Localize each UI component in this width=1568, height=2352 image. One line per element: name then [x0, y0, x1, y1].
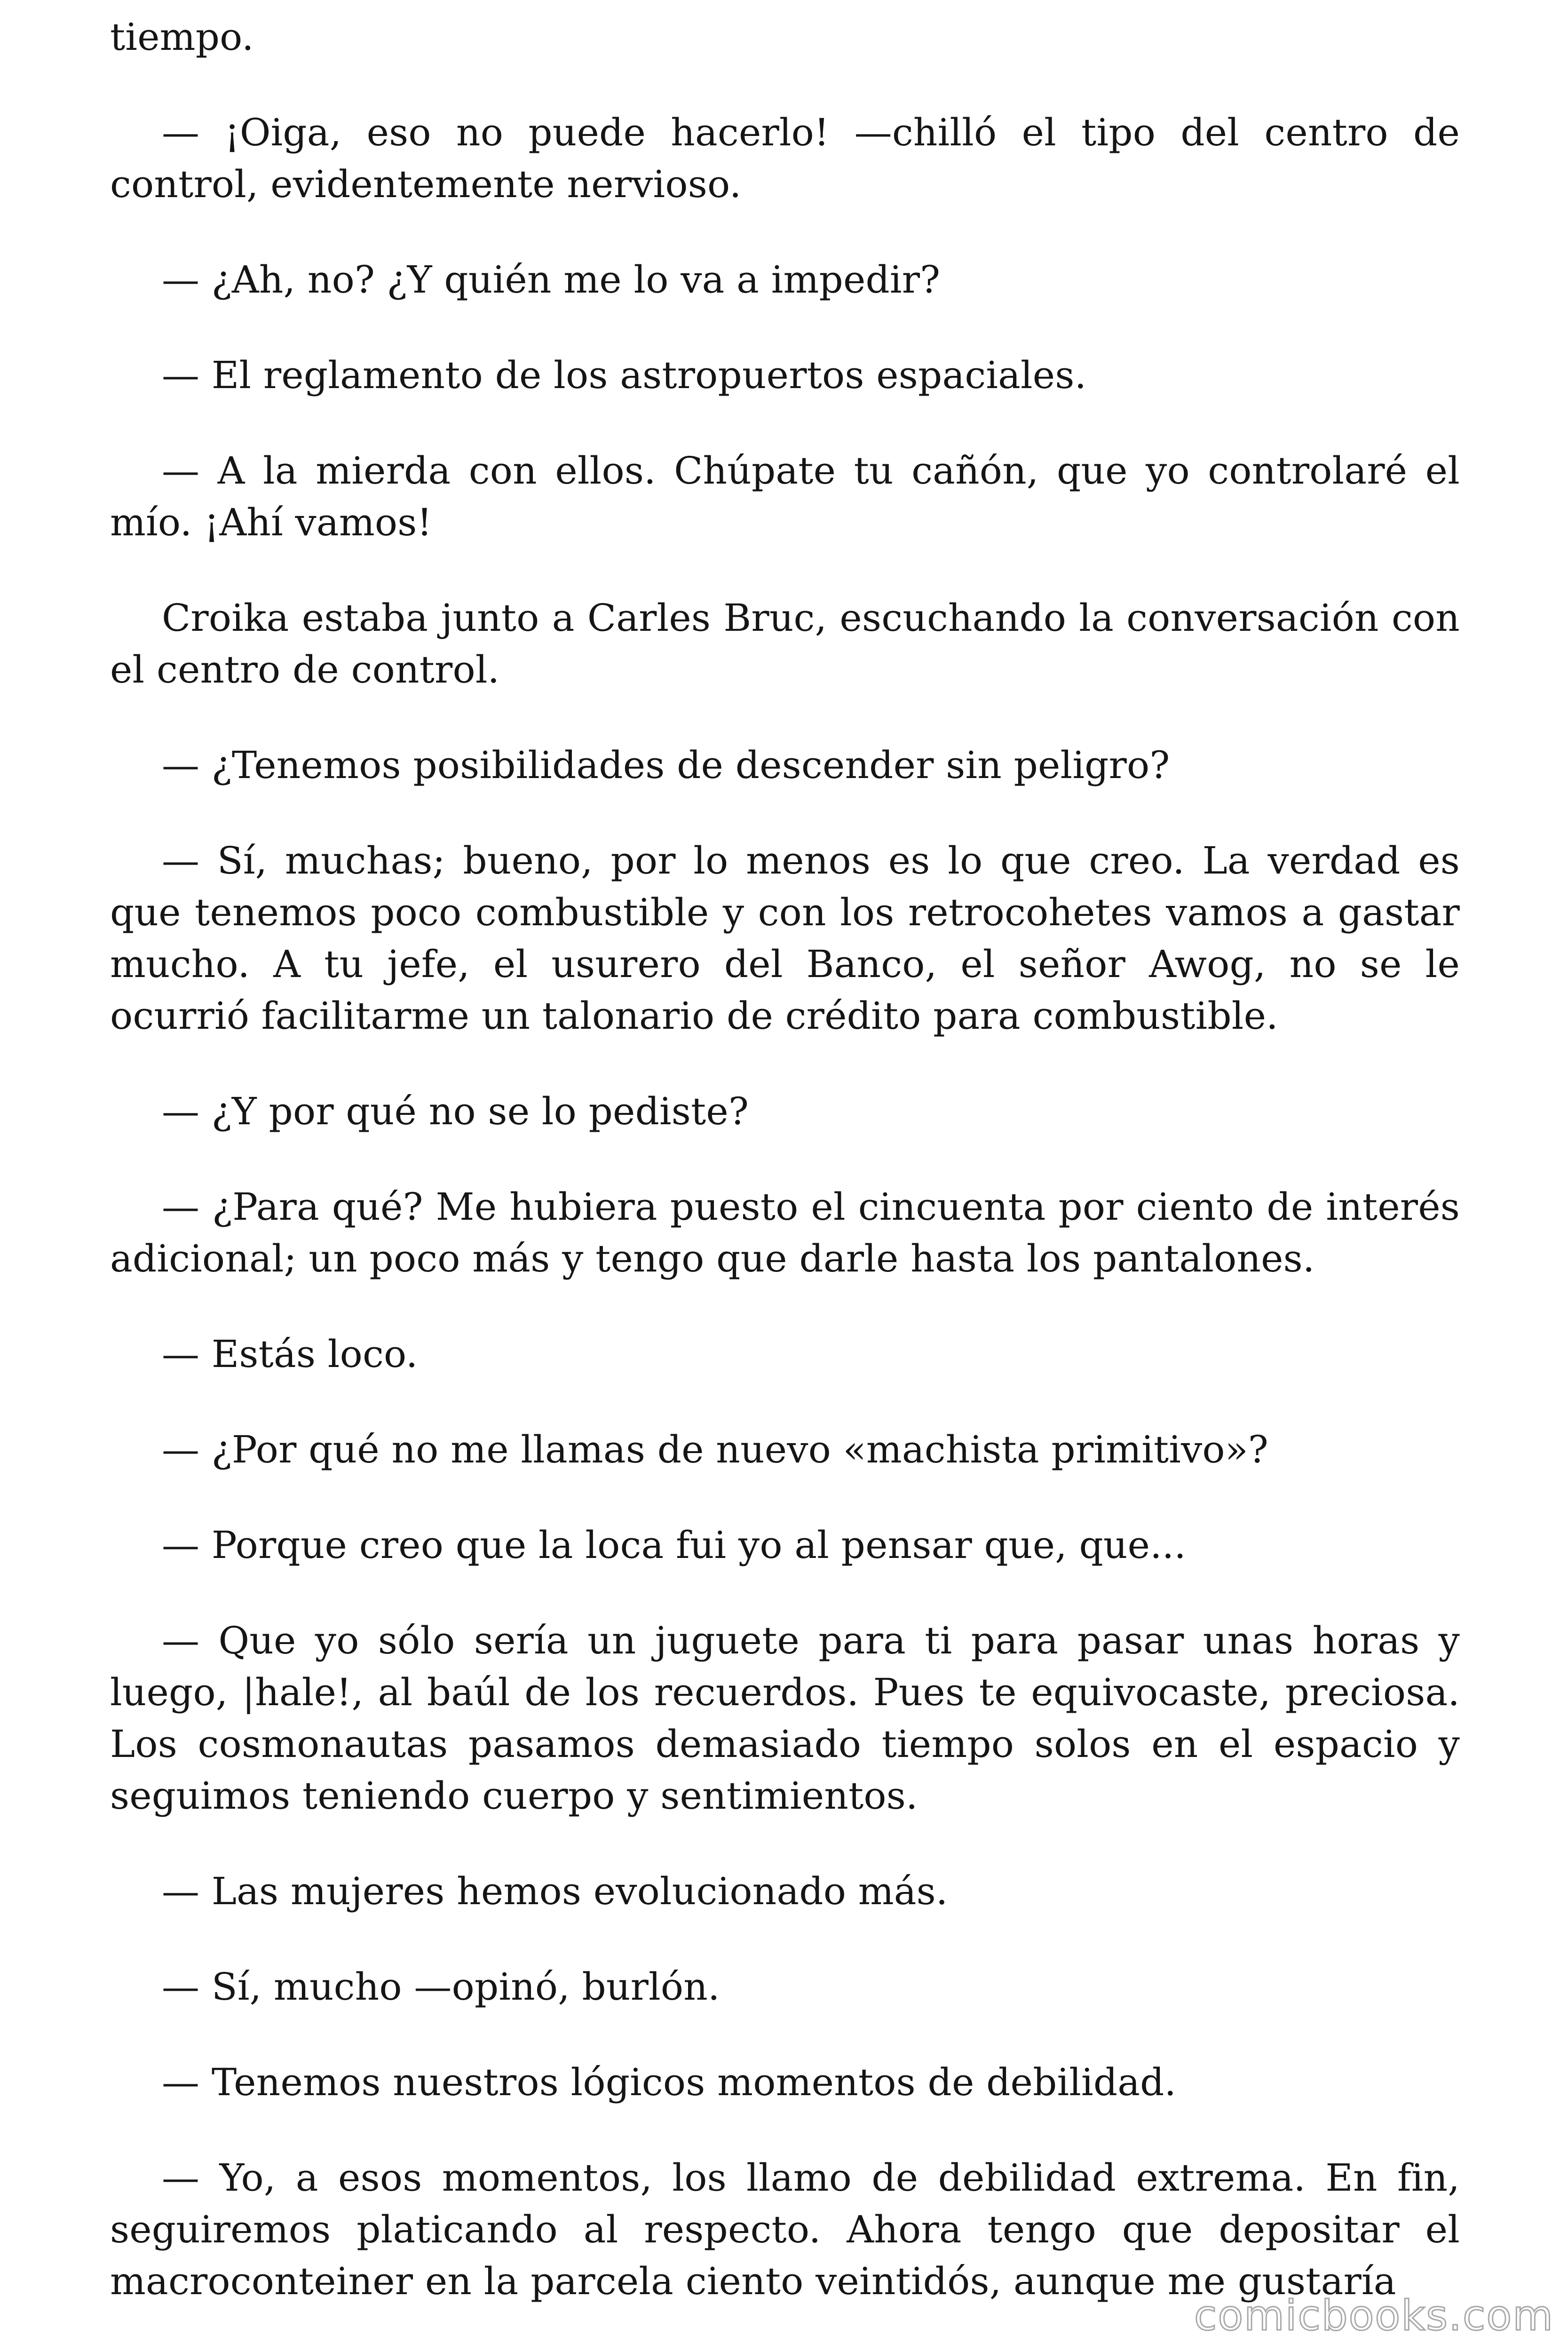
paragraph-3: — ¿Ah, no? ¿Y quién me lo va a impedir? — [162, 258, 941, 302]
paragraph-15: — Las mujeres hemos evolucionado más. — [162, 1869, 948, 1913]
paragraph-9: — ¿Y por qué no se lo pediste? — [162, 1089, 749, 1133]
paragraph-17: — Tenemos nuestros lógicos momentos de debilidad. — [162, 2060, 1177, 2104]
body-text — [110, 11, 1460, 2351]
paragraph-6: Croika estaba junto a Carles Bruc, escuchando la conversación con el centro de control. — [110, 596, 1460, 691]
paragraph-5: — A la mierda con ellos. Chúpate tu cañón, que yo controlaré el mío. ¡Ahí vamos! — [110, 449, 1460, 544]
paragraph-7: — ¿Tenemos posibilidades de descender sin peligro? — [162, 743, 1170, 787]
paragraph-1: tiempo. — [110, 15, 254, 59]
paragraph-8: — Sí, muchas; bueno, por lo menos es lo que creo. La verdad es que tenemos poco combustible y con los retrocohetes vamos a gastar mucho. A tu jefe, el usurero del Banco, el señor Awog, no se le ocurrió facilitarme un talonario de crédito para combustible. — [110, 839, 1460, 1038]
paragraph-11: — Estás loco. — [162, 1332, 418, 1376]
paragraph-4: — El reglamento de los astropuertos espaciales. — [162, 353, 1087, 397]
paragraph-13: — Porque creo que la loca fui yo al pensar que, que... — [162, 1523, 1187, 1567]
watermark: comicbooks.com — [1194, 2291, 1554, 2340]
paragraph-16: — Sí, mucho —opinó, burlón. — [162, 1965, 720, 2009]
paragraph-14: — Que yo sólo sería un juguete para ti para pasar unas horas y luego, |hale!, al baúl de los recuerdos. Pues te equivocaste, preciosa. Los cosmonautas pasamos demasiado tiempo solos en el espacio y seguimos teniendo cuerpo y sentimientos. — [110, 1619, 1460, 1818]
paragraph-18: — Yo, a esos momentos, los llamo de debilidad extrema. En fin, seguiremos platicando al respecto. Ahora tengo que depositar el macroconteiner en la parcela ciento veintidós, aunque me gustaría — [110, 2156, 1460, 2303]
paragraph-10: — ¿Para qué? Me hubiera puesto el cincuenta por ciento de interés adicional; un poco más y tengo que darle hasta los pantalones. — [110, 1185, 1460, 1280]
paragraph-2: — ¡Oiga, eso no puede hacerlo! —chilló el tipo del centro de control, evidentemente nervioso. — [110, 111, 1460, 206]
paragraph-12: — ¿Por qué no me llamas de nuevo «machista primitivo»? — [162, 1428, 1269, 1471]
